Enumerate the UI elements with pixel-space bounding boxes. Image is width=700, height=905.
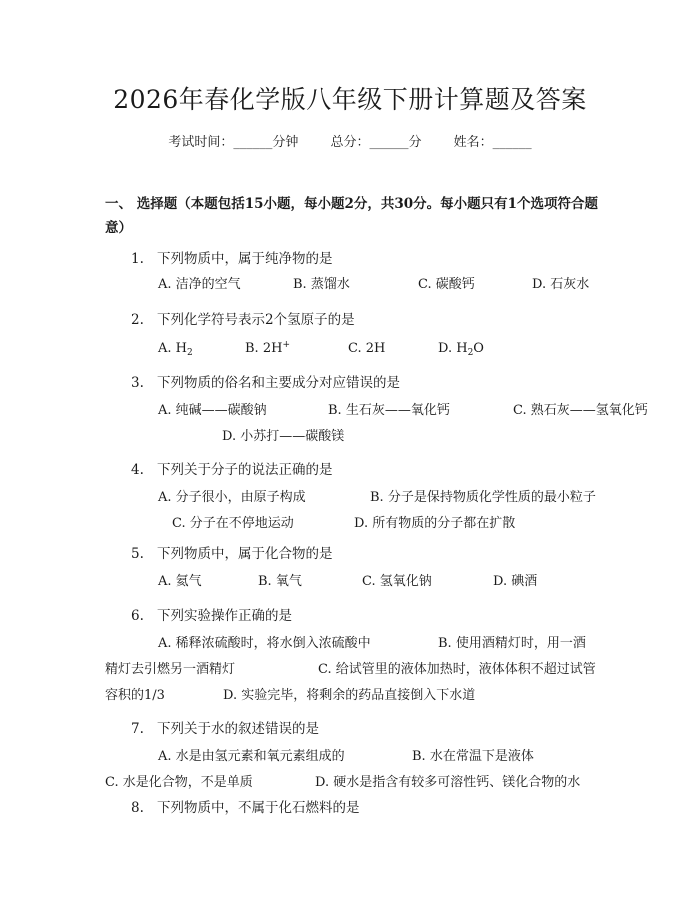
exam-name: 姓名：______	[453, 135, 532, 150]
question-text: 下列化学符号表示2个氢原子的是	[157, 312, 355, 328]
option-b: B. 蒸馏水	[293, 277, 350, 292]
question-text: 下列关于水的叙述错误的是	[157, 721, 319, 737]
option-d: D. 石灰水	[532, 277, 590, 292]
option-a: A. $H_2$	[158, 341, 193, 358]
exam-time: 考试时间：______分钟	[168, 135, 299, 150]
option-a: A. 氦气	[158, 574, 202, 589]
question-text: 下列物质中，不属于化石燃料的是	[157, 800, 360, 816]
option-b: B. 生石灰——氧化钙	[328, 403, 450, 418]
question-number: 8.	[131, 800, 144, 816]
option-c: C. 氢氧化钠	[362, 574, 432, 589]
option-d: D. 小苏打——碳酸镁	[222, 429, 345, 444]
option-b: B. 分子是保持物质化学性质的最小粒子	[370, 490, 596, 505]
option-c-line2: 容积的1/3	[105, 688, 165, 703]
option-b-line1: B. 使用酒精灯时，用一酒	[438, 636, 586, 651]
exam-meta	[0, 131, 700, 150]
question-number: 5.	[131, 546, 144, 562]
exam-score: 总分：______分	[330, 135, 422, 150]
option-b-line2: 精灯去引燃另一酒精灯	[105, 662, 236, 677]
question-text: 下列关于分子的说法正确的是	[157, 462, 333, 478]
question-text: 下列物质中，属于纯净物的是	[157, 251, 333, 267]
option-c: C. 分子在不停地运动	[172, 516, 294, 531]
option-c: C. 水是化合物，不是单质	[105, 775, 253, 790]
option-a: A. 分子很小，由原子构成	[158, 490, 306, 505]
option-c-line1: C. 给试管里的液体加热时，液体体积不超过试管	[318, 662, 596, 677]
question-4-options	[105, 485, 599, 537]
question-6-options	[105, 631, 599, 709]
option-d: D. 碘酒	[493, 574, 538, 589]
question-3-options	[105, 398, 648, 450]
question-text: 下列实验操作正确的是	[157, 608, 292, 624]
question-6	[131, 604, 292, 624]
question-number: 2.	[131, 312, 144, 328]
question-5	[131, 542, 333, 562]
question-number: 4.	[131, 462, 144, 478]
option-b: B. 氧气	[258, 574, 302, 589]
question-7-options	[105, 744, 599, 796]
option-c: C. 2H	[348, 341, 386, 356]
question-text: 下列物质的俗名和主要成分对应错误的是	[157, 375, 400, 391]
option-a: A. 水是由氢元素和氧元素组成的	[158, 749, 345, 764]
page-title: 2026年春化学版八年级下册计算题及答案	[113, 85, 587, 114]
option-c: C. 碳酸钙	[418, 277, 475, 292]
option-b: B. 2H+	[245, 340, 290, 356]
question-1	[131, 247, 333, 267]
option-b: B. 水在常温下是液体	[412, 749, 534, 764]
question-number: 1.	[131, 251, 144, 267]
question-text: 下列物质中，属于化合物的是	[157, 546, 333, 562]
option-d: D. 硬水是指含有较多可溶性钙、镁化合物的水	[315, 775, 581, 790]
question-number: 3.	[131, 375, 144, 391]
question-number: 6.	[131, 608, 144, 624]
option-c: C. 熟石灰——氢氧化钙	[513, 403, 648, 418]
option-d: D. 所有物质的分子都在扩散	[354, 516, 516, 531]
option-d: D. $H_2O$	[438, 341, 484, 358]
question-number: 7.	[131, 721, 144, 737]
question-2	[131, 308, 355, 328]
option-a: A. 纯碱——碳酸钠	[158, 403, 267, 418]
question-8	[131, 796, 360, 816]
option-d: D. 实验完毕，将剩余的药品直接倒入下水道	[223, 688, 476, 703]
option-a: A. 洁净的空气	[158, 277, 241, 292]
section-heading: 一、 选择题（本题包括15小题，每小题2分，共30分。每小题只有1个选项符合题意）	[105, 196, 599, 236]
question-3	[131, 371, 400, 391]
question-7	[131, 717, 319, 737]
question-4	[131, 458, 333, 478]
option-a: A. 稀释浓硫酸时，将水倒入浓硫酸中	[158, 636, 371, 651]
